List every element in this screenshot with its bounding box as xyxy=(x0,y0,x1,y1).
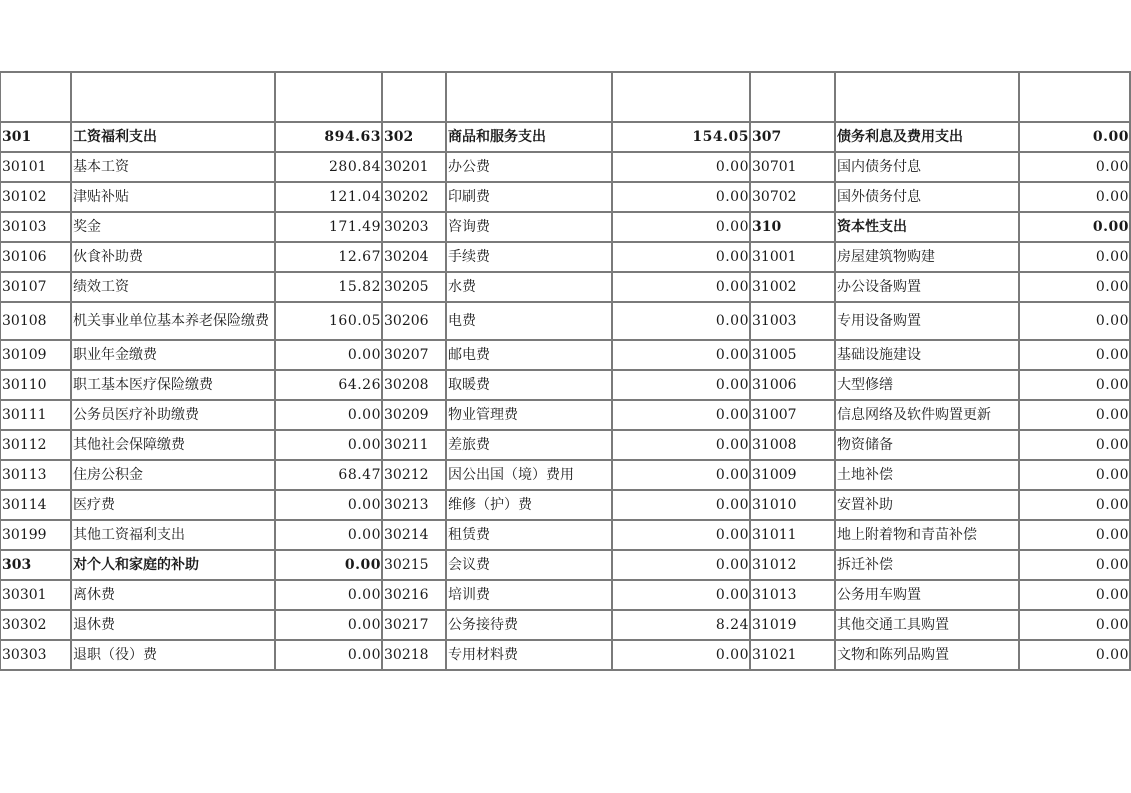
name-cell: 办公设备购置 xyxy=(835,272,1019,302)
name-cell: 拆迁补偿 xyxy=(835,550,1019,580)
code-cell: 31011 xyxy=(750,520,835,550)
table-row xyxy=(0,430,1130,460)
name-cell: 因公出国（境）费用 xyxy=(446,460,612,490)
name-cell: 培训费 xyxy=(446,580,612,610)
name-cell: 公务用车购置 xyxy=(835,580,1019,610)
name-cell: 机关事业单位基本养老保险缴费 xyxy=(71,302,275,340)
value-cell: 0.00 xyxy=(275,640,382,670)
name-cell: 专用材料费 xyxy=(446,640,612,670)
value-cell: 0.00 xyxy=(612,430,750,460)
value-cell: 0.00 xyxy=(612,152,750,182)
code-cell: 30215 xyxy=(382,550,446,580)
code-cell: 30303 xyxy=(0,640,71,670)
code-cell: 30111 xyxy=(0,400,71,430)
value-cell: 894.63 xyxy=(275,122,382,152)
code-cell: 30209 xyxy=(382,400,446,430)
value-cell: 0.00 xyxy=(1019,340,1130,370)
code-cell: 30114 xyxy=(0,490,71,520)
value-cell: 0.00 xyxy=(275,520,382,550)
value-cell: 0.00 xyxy=(612,460,750,490)
name-cell: 国外债务付息 xyxy=(835,182,1019,212)
code-cell: 307 xyxy=(750,122,835,152)
code-cell: 30302 xyxy=(0,610,71,640)
value-cell: 0.00 xyxy=(1019,490,1130,520)
name-cell: 租赁费 xyxy=(446,520,612,550)
name-cell: 水费 xyxy=(446,272,612,302)
code-cell: 30113 xyxy=(0,460,71,490)
code-cell: 30211 xyxy=(382,430,446,460)
name-cell: 退职（役）费 xyxy=(71,640,275,670)
code-cell: 31013 xyxy=(750,580,835,610)
value-cell: 0.00 xyxy=(1019,640,1130,670)
value-cell: 0.00 xyxy=(612,182,750,212)
code-cell: 30207 xyxy=(382,340,446,370)
value-cell: 0.00 xyxy=(612,370,750,400)
value-cell: 68.47 xyxy=(275,460,382,490)
value-cell: 0.00 xyxy=(1019,122,1130,152)
code-cell: 30101 xyxy=(0,152,71,182)
name-cell: 伙食补助费 xyxy=(71,242,275,272)
name-cell: 印刷费 xyxy=(446,182,612,212)
code-cell: 31009 xyxy=(750,460,835,490)
header-cell xyxy=(1019,72,1130,122)
table-row xyxy=(0,370,1130,400)
name-cell: 物业管理费 xyxy=(446,400,612,430)
name-cell: 债务利息及费用支出 xyxy=(835,122,1019,152)
code-cell: 30216 xyxy=(382,580,446,610)
code-cell: 30102 xyxy=(0,182,71,212)
header-cell xyxy=(446,72,612,122)
code-cell: 30199 xyxy=(0,520,71,550)
value-cell: 171.49 xyxy=(275,212,382,242)
value-cell: 121.04 xyxy=(275,182,382,212)
code-cell: 31007 xyxy=(750,400,835,430)
code-cell: 30107 xyxy=(0,272,71,302)
code-cell: 30217 xyxy=(382,610,446,640)
name-cell: 绩效工资 xyxy=(71,272,275,302)
code-cell: 30103 xyxy=(0,212,71,242)
value-cell: 0.00 xyxy=(612,212,750,242)
value-cell: 0.00 xyxy=(1019,460,1130,490)
value-cell: 0.00 xyxy=(275,430,382,460)
table-row xyxy=(0,340,1130,370)
value-cell: 0.00 xyxy=(612,490,750,520)
name-cell: 住房公积金 xyxy=(71,460,275,490)
table-row xyxy=(0,272,1130,302)
name-cell: 国内债务付息 xyxy=(835,152,1019,182)
value-cell: 0.00 xyxy=(1019,520,1130,550)
code-cell: 31003 xyxy=(750,302,835,340)
value-cell: 0.00 xyxy=(612,242,750,272)
value-cell: 0.00 xyxy=(612,550,750,580)
value-cell: 0.00 xyxy=(275,340,382,370)
code-cell: 30208 xyxy=(382,370,446,400)
code-cell: 31008 xyxy=(750,430,835,460)
code-cell: 30218 xyxy=(382,640,446,670)
table-row xyxy=(0,122,1130,152)
name-cell: 对个人和家庭的补助 xyxy=(71,550,275,580)
code-cell: 30106 xyxy=(0,242,71,272)
value-cell: 0.00 xyxy=(1019,430,1130,460)
name-cell: 取暖费 xyxy=(446,370,612,400)
table-row xyxy=(0,580,1130,610)
table-row xyxy=(0,242,1130,272)
code-cell: 30206 xyxy=(382,302,446,340)
table-row xyxy=(0,212,1130,242)
name-cell: 维修（护）费 xyxy=(446,490,612,520)
name-cell: 地上附着物和青苗补偿 xyxy=(835,520,1019,550)
name-cell: 其他交通工具购置 xyxy=(835,610,1019,640)
value-cell: 0.00 xyxy=(1019,550,1130,580)
name-cell: 办公费 xyxy=(446,152,612,182)
value-cell: 0.00 xyxy=(1019,212,1130,242)
value-cell: 0.00 xyxy=(612,302,750,340)
code-cell: 301 xyxy=(0,122,71,152)
name-cell: 医疗费 xyxy=(71,490,275,520)
code-cell: 31012 xyxy=(750,550,835,580)
value-cell: 0.00 xyxy=(612,520,750,550)
value-cell: 0.00 xyxy=(1019,272,1130,302)
header-cell xyxy=(612,72,750,122)
code-cell: 31021 xyxy=(750,640,835,670)
value-cell: 0.00 xyxy=(275,610,382,640)
value-cell: 0.00 xyxy=(612,340,750,370)
name-cell: 基础设施建设 xyxy=(835,340,1019,370)
name-cell: 电费 xyxy=(446,302,612,340)
name-cell: 工资福利支出 xyxy=(71,122,275,152)
table-row xyxy=(0,640,1130,670)
name-cell: 信息网络及软件购置更新 xyxy=(835,400,1019,430)
code-cell: 30203 xyxy=(382,212,446,242)
name-cell: 专用设备购置 xyxy=(835,302,1019,340)
name-cell: 土地补偿 xyxy=(835,460,1019,490)
expenditure-table xyxy=(0,71,1131,671)
value-cell: 280.84 xyxy=(275,152,382,182)
table-row xyxy=(0,152,1130,182)
name-cell: 邮电费 xyxy=(446,340,612,370)
table-row xyxy=(0,550,1130,580)
code-cell: 31001 xyxy=(750,242,835,272)
value-cell: 0.00 xyxy=(612,580,750,610)
value-cell: 0.00 xyxy=(1019,370,1130,400)
name-cell: 安置补助 xyxy=(835,490,1019,520)
name-cell: 资本性支出 xyxy=(835,212,1019,242)
value-cell: 0.00 xyxy=(1019,580,1130,610)
name-cell: 其他工资福利支出 xyxy=(71,520,275,550)
name-cell: 咨询费 xyxy=(446,212,612,242)
table-row xyxy=(0,490,1130,520)
value-cell: 0.00 xyxy=(275,400,382,430)
name-cell: 文物和陈列品购置 xyxy=(835,640,1019,670)
name-cell: 职工基本医疗保险缴费 xyxy=(71,370,275,400)
value-cell: 0.00 xyxy=(1019,242,1130,272)
value-cell: 0.00 xyxy=(275,490,382,520)
value-cell: 154.05 xyxy=(612,122,750,152)
code-cell: 303 xyxy=(0,550,71,580)
header-cell xyxy=(382,72,446,122)
name-cell: 退休费 xyxy=(71,610,275,640)
name-cell: 基本工资 xyxy=(71,152,275,182)
name-cell: 公务员医疗补助缴费 xyxy=(71,400,275,430)
code-cell: 30205 xyxy=(382,272,446,302)
header-cell xyxy=(750,72,835,122)
name-cell: 手续费 xyxy=(446,242,612,272)
code-cell: 30214 xyxy=(382,520,446,550)
name-cell: 公务接待费 xyxy=(446,610,612,640)
value-cell: 8.24 xyxy=(612,610,750,640)
name-cell: 奖金 xyxy=(71,212,275,242)
code-cell: 31002 xyxy=(750,272,835,302)
value-cell: 0.00 xyxy=(275,580,382,610)
name-cell: 会议费 xyxy=(446,550,612,580)
header-cell xyxy=(275,72,382,122)
value-cell: 0.00 xyxy=(612,272,750,302)
table-row xyxy=(0,400,1130,430)
name-cell: 商品和服务支出 xyxy=(446,122,612,152)
value-cell: 0.00 xyxy=(612,640,750,670)
code-cell: 30702 xyxy=(750,182,835,212)
code-cell: 31010 xyxy=(750,490,835,520)
value-cell: 15.82 xyxy=(275,272,382,302)
name-cell: 房屋建筑物购建 xyxy=(835,242,1019,272)
code-cell: 30213 xyxy=(382,490,446,520)
value-cell: 160.05 xyxy=(275,302,382,340)
code-cell: 30212 xyxy=(382,460,446,490)
code-cell: 302 xyxy=(382,122,446,152)
name-cell: 津贴补贴 xyxy=(71,182,275,212)
value-cell: 0.00 xyxy=(1019,302,1130,340)
table-row xyxy=(0,610,1130,640)
table-header-row xyxy=(0,72,1130,122)
code-cell: 31006 xyxy=(750,370,835,400)
table-row xyxy=(0,520,1130,550)
name-cell: 差旅费 xyxy=(446,430,612,460)
value-cell: 0.00 xyxy=(275,550,382,580)
code-cell: 30701 xyxy=(750,152,835,182)
code-cell: 30301 xyxy=(0,580,71,610)
code-cell: 31019 xyxy=(750,610,835,640)
value-cell: 64.26 xyxy=(275,370,382,400)
code-cell: 30112 xyxy=(0,430,71,460)
name-cell: 大型修缮 xyxy=(835,370,1019,400)
code-cell: 31005 xyxy=(750,340,835,370)
code-cell: 30202 xyxy=(382,182,446,212)
value-cell: 0.00 xyxy=(1019,152,1130,182)
name-cell: 物资储备 xyxy=(835,430,1019,460)
name-cell: 其他社会保障缴费 xyxy=(71,430,275,460)
value-cell: 0.00 xyxy=(1019,610,1130,640)
value-cell: 0.00 xyxy=(1019,400,1130,430)
header-cell xyxy=(71,72,275,122)
value-cell: 0.00 xyxy=(612,400,750,430)
code-cell: 30108 xyxy=(0,302,71,340)
table-row xyxy=(0,182,1130,212)
name-cell: 离休费 xyxy=(71,580,275,610)
value-cell: 12.67 xyxy=(275,242,382,272)
code-cell: 30109 xyxy=(0,340,71,370)
table-row xyxy=(0,460,1130,490)
name-cell: 职业年金缴费 xyxy=(71,340,275,370)
header-cell xyxy=(0,72,71,122)
header-cell xyxy=(835,72,1019,122)
code-cell: 310 xyxy=(750,212,835,242)
code-cell: 30204 xyxy=(382,242,446,272)
code-cell: 30110 xyxy=(0,370,71,400)
code-cell: 30201 xyxy=(382,152,446,182)
table-row xyxy=(0,302,1130,340)
value-cell: 0.00 xyxy=(1019,182,1130,212)
